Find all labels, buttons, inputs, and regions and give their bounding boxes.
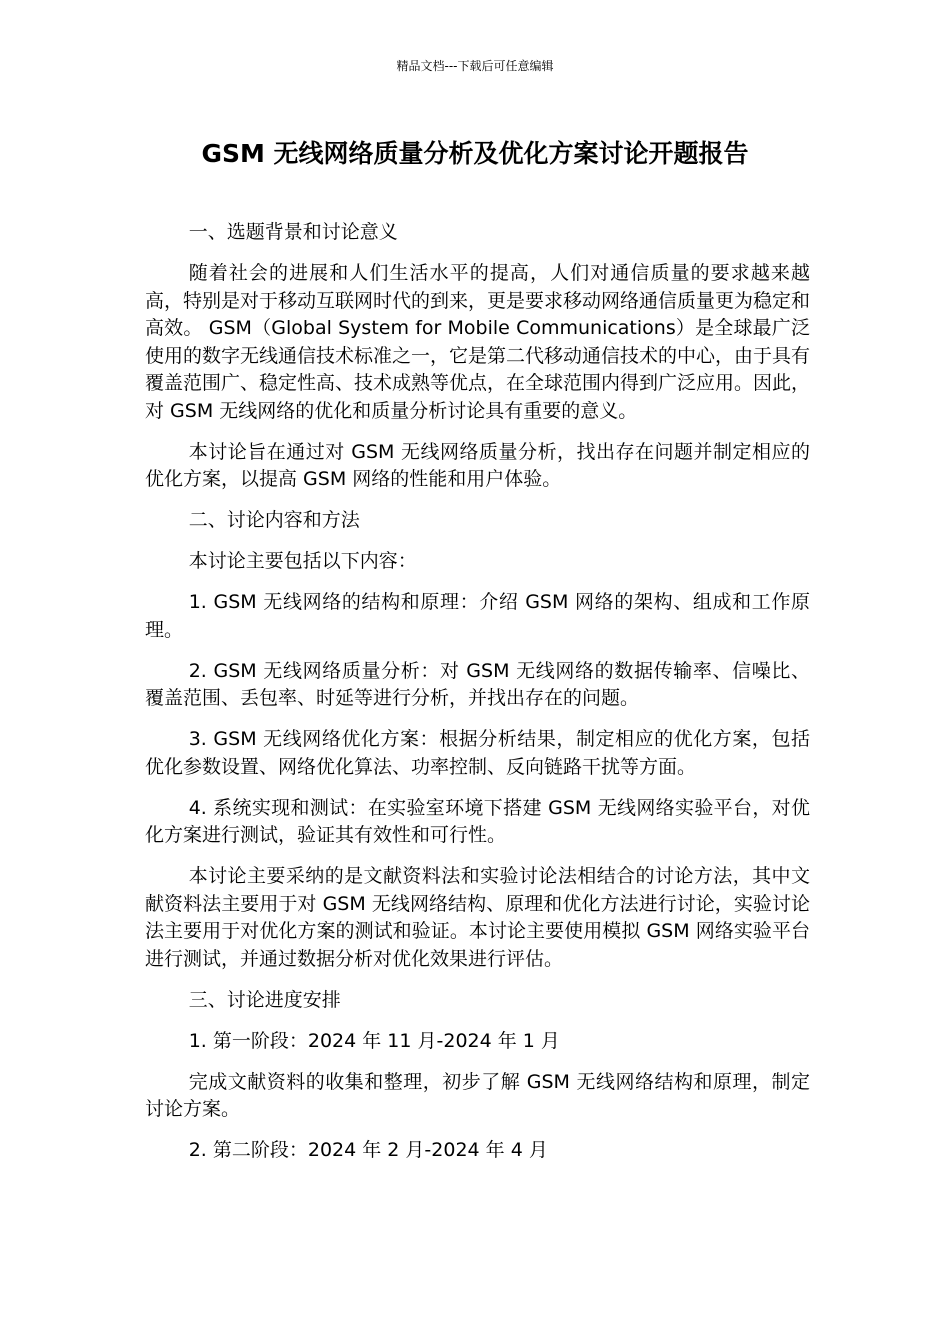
schedule-phase-1-detail: 完成文献资料的收集和整理，初步了解 GSM 无线网络结构和原理，制定讨论方案。	[145, 1070, 810, 1120]
schedule-phase-2: 2. 第二阶段：2024 年 2 月-2024 年 4 月	[188, 1139, 548, 1161]
paragraph-purpose: 本讨论旨在通过对 GSM 无线网络质量分析，找出存在问题并制定相应的优化方案，以提高 GSM 网络的性能和用户体验。	[145, 440, 810, 490]
list-item-structure: 1. GSM 无线网络的结构和原理：介绍 GSM 网络的架构、组成和工作原理。	[145, 591, 810, 641]
list-item-testing: 4. 系统实现和测试：在实验室环境下搭建 GSM 无线网络实验平台，对优化方案进行测试，验证其有效性和可行性。	[145, 796, 810, 846]
list-item-quality-analysis: 2. GSM 无线网络质量分析：对 GSM 无线网络的数据传输率、信噪比、覆盖范围、丢包率、时延等进行分析，并找出存在的问题。	[145, 659, 810, 709]
section-heading-background: 一、选题背景和讨论意义	[188, 221, 398, 243]
document-body	[145, 219, 810, 1178]
document-title: GSM 无线网络质量分析及优化方案讨论开题报告	[201, 139, 749, 168]
paragraph-background: 随着社会的进展和人们生活水平的提高，人们对通信质量的要求越来越高，特别是对于移动互联网时代的到来，更是要求移动网络通信质量更为稳定和高效。 GSM（Global System for Mobile Communications）是全球最广泛使用的数字无线通信技术标准之一，它是第二代移动通信技术的中心，由于具有覆盖范围广、稳定性高、技术成熟等优点，在全球范围内得到广泛应用。因此，对 GSM 无线网络的优化和质量分析讨论具有重要的意义。	[145, 262, 811, 422]
list-item-optimization: 3. GSM 无线网络优化方案：根据分析结果，制定相应的优化方案，包括优化参数设置、网络优化算法、功率控制、反向链路干扰等方面。	[145, 728, 810, 778]
paragraph-content-intro: 本讨论主要包括以下内容：	[188, 550, 417, 572]
paragraph-methods: 本讨论主要采纳的是文献资料法和实验讨论法相结合的讨论方法，其中文献资料法主要用于对 GSM 无线网络结构、原理和优化方法进行讨论，实验讨论法主要用于对优化方案的测试和验证。本讨论主要使用模拟 GSM 网络实验平台进行测试，并通过数据分析对优化效果进行评估。	[145, 865, 810, 970]
header-note: 精品文档---下载后可任意编辑	[396, 59, 554, 73]
section-heading-schedule: 三、讨论进度安排	[188, 988, 341, 1011]
schedule-phase-1: 1. 第一阶段：2024 年 11 月-2024 年 1 月	[188, 1029, 560, 1052]
section-heading-content-methods: 二、讨论内容和方法	[188, 509, 360, 531]
